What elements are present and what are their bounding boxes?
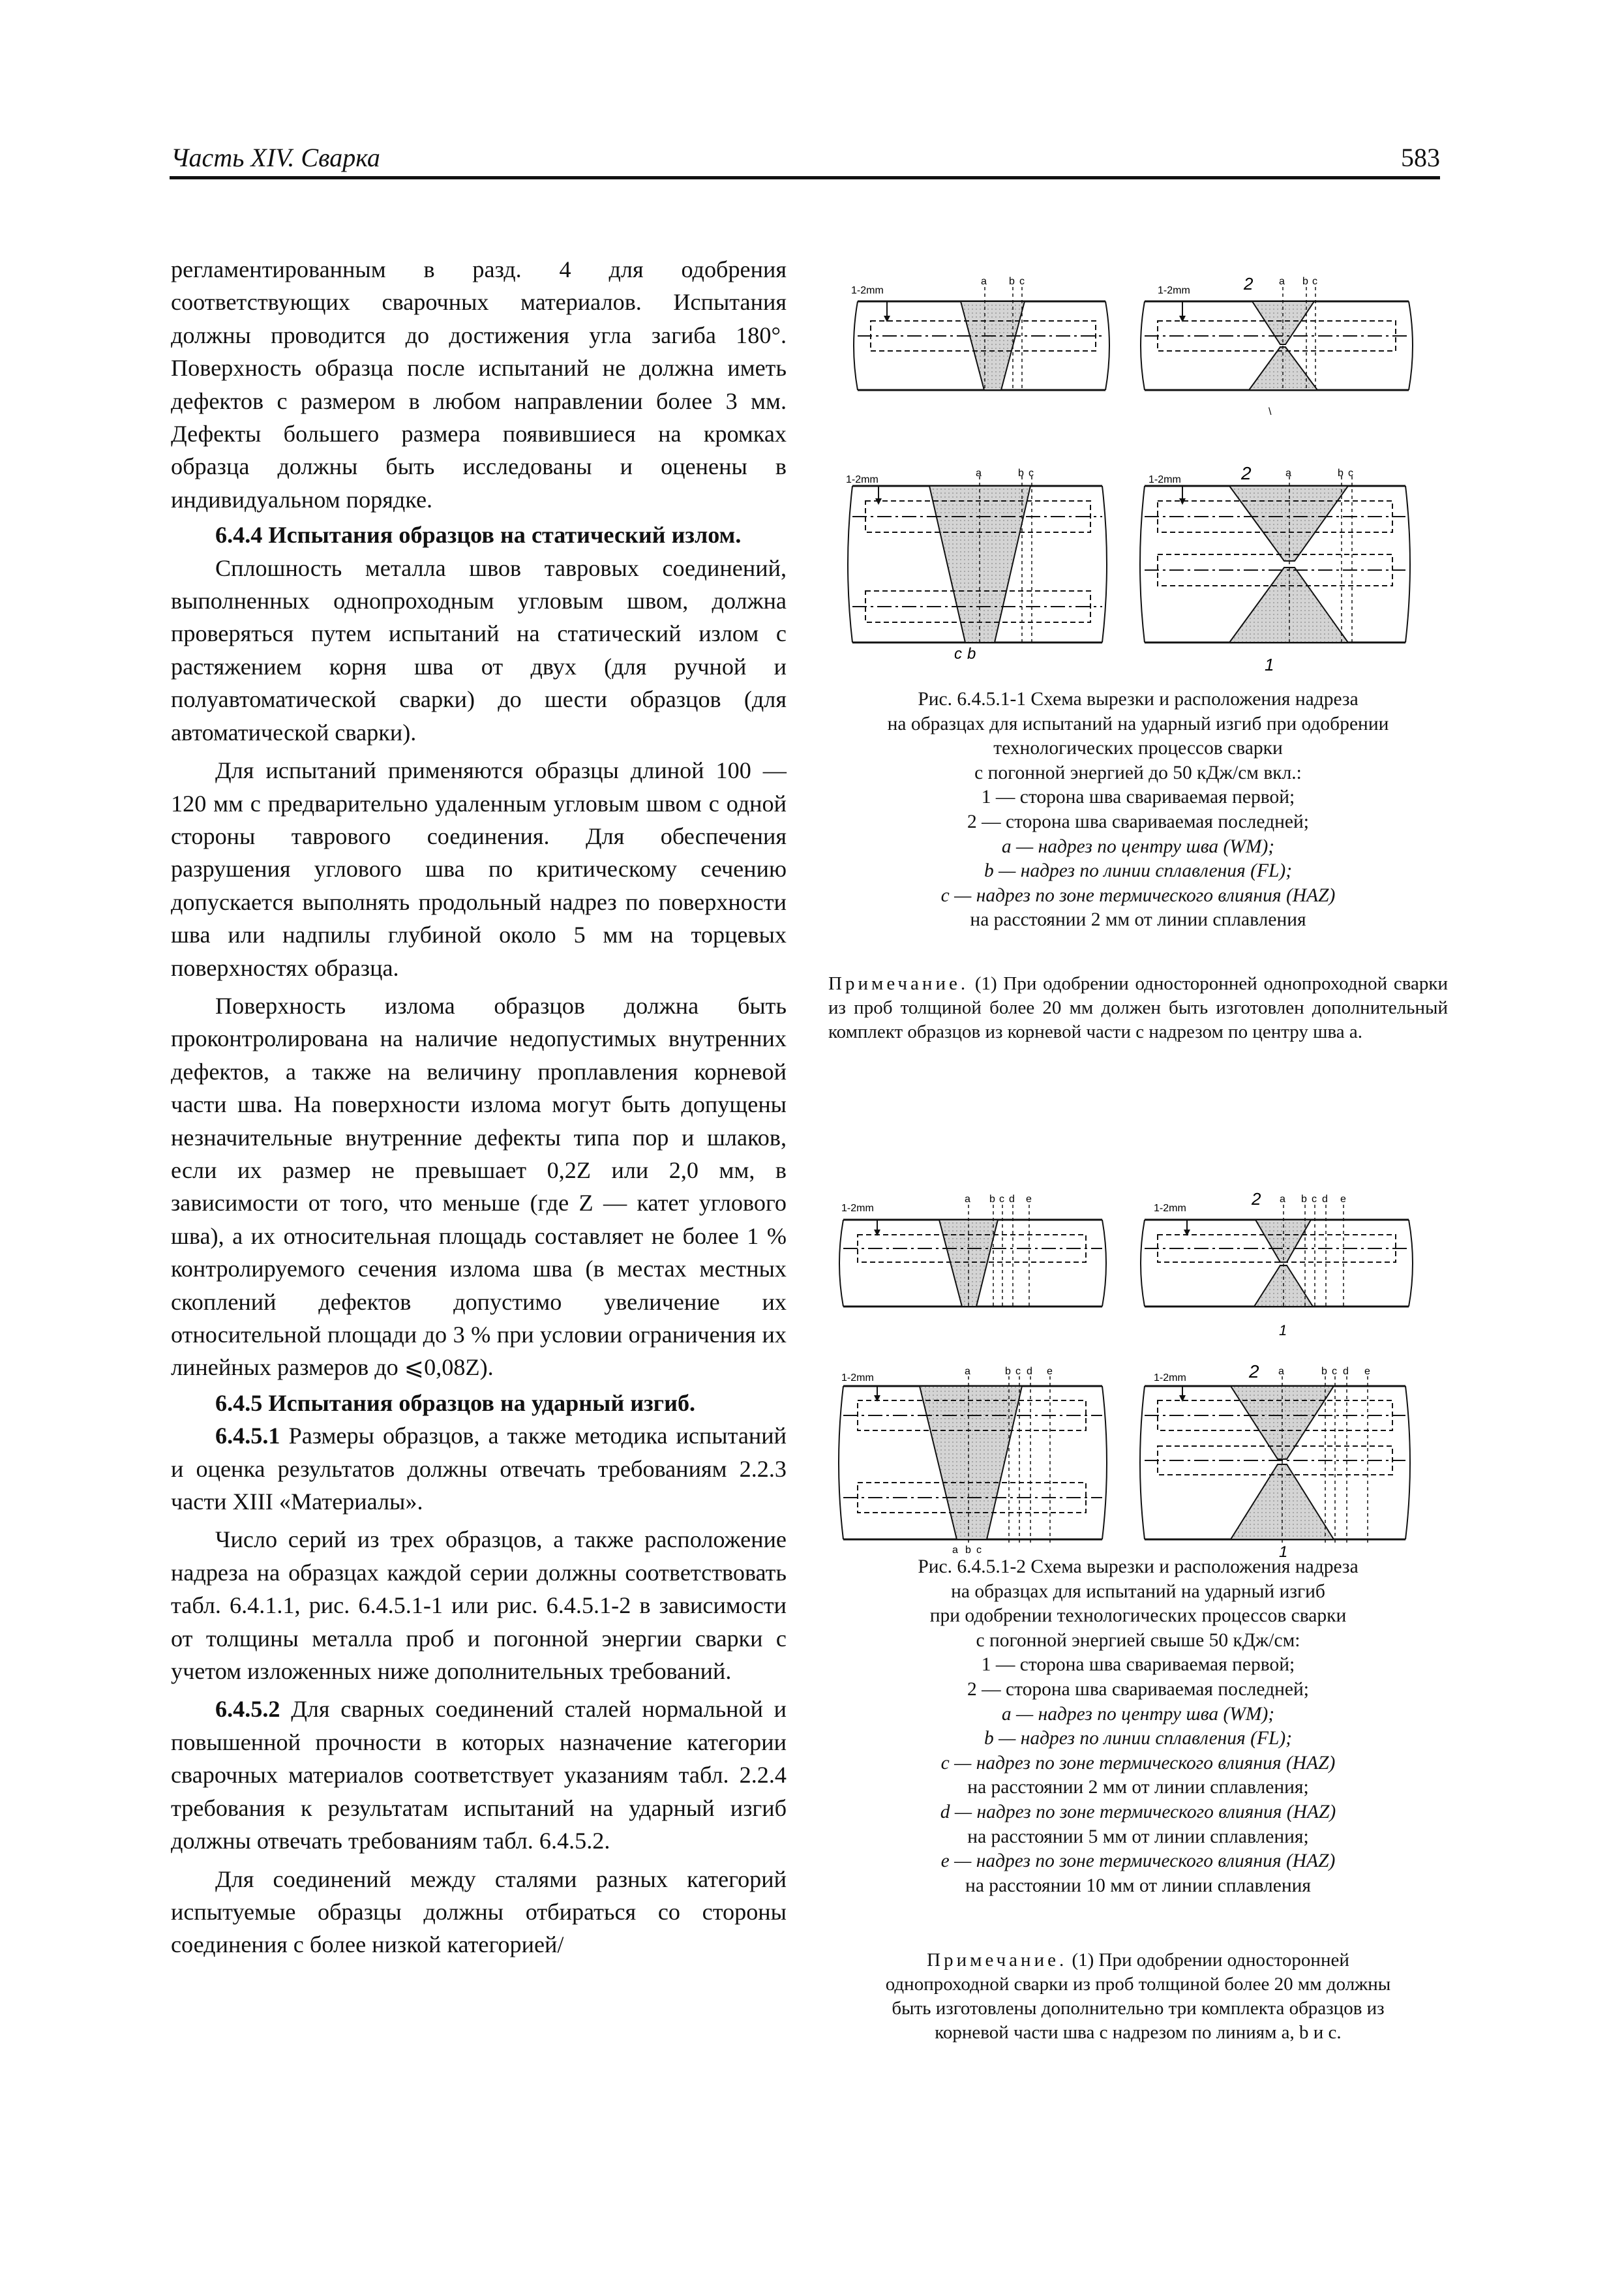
label-c: c <box>1332 1366 1337 1377</box>
caption-line: Рис. 6.4.5.1-1 Схема вырезки и расположения надреза <box>918 689 1359 710</box>
note-text: однопроходной сварки из проб толщиной более 20 мм должны <box>885 1974 1391 1995</box>
diagram-double-v-thin <box>1141 274 1413 417</box>
label-side-2: 2 <box>1241 463 1252 483</box>
label-side-2: 2 <box>1249 1361 1259 1382</box>
caption-line: на расстоянии 5 мм от линии сплавления; <box>967 1826 1309 1847</box>
clause-number: 6.4.5.2 <box>215 1696 280 1723</box>
label-a: a <box>1279 276 1285 287</box>
label-c: c <box>1348 468 1353 479</box>
label-e: e <box>1026 1194 1032 1205</box>
paragraph: Число серий из трех образцов, а также расположение надреза на образцах каждой серии должны соответствовать табл. 6.4.1.1, рис. 6.4.5.1-1 или рис. 6.4.5.1-2 в зависимости от толщины металла проб и погонной энергии сварки с учетом изложенных ниже дополнительных требований. <box>171 1526 787 1685</box>
label-e: e <box>1340 1194 1346 1205</box>
diagram-single-v-thin <box>851 276 1109 391</box>
label-c-root: c <box>976 1545 982 1556</box>
left-column <box>171 253 787 1961</box>
caption-line: на образцах для испытаний на ударный изгиб <box>951 1580 1325 1602</box>
label-gap: 1-2mm <box>851 285 884 296</box>
figure-1-caption <box>828 687 1448 933</box>
note-text: быть изготовлены дополнительно три комплекта образцов из <box>892 1998 1385 2019</box>
label-side-2: 2 <box>1244 274 1254 294</box>
note-label: Примечание. <box>927 1950 1068 1971</box>
caption-line: 1 — сторона шва свариваемая первой; <box>981 1654 1295 1676</box>
note-text: (1) При одобрении односторонней <box>1067 1950 1349 1971</box>
figure-6-4-5-1-2 <box>838 1190 1425 1565</box>
running-header <box>170 142 1440 175</box>
label-b: b <box>1301 1194 1307 1205</box>
label-a: a <box>1285 468 1291 479</box>
caption-line: 2 — сторона шва свариваемая последней; <box>967 1678 1309 1700</box>
caption-line: c — надрез по зоне термического влияния (HAZ) <box>940 1752 1336 1774</box>
paragraph: Для соединений между сталями разных категорий испытуемые образцы должны отбираться со стороны соединения с более низкой категорией/ <box>171 1865 787 1958</box>
caption-line: при одобрении технологических процессов сварки <box>929 1605 1347 1627</box>
caption-line: Рис. 6.4.5.1-2 Схема вырезки и расположения надреза <box>918 1556 1359 1577</box>
label-b: b <box>1009 276 1015 287</box>
caption-line: на расстоянии 2 мм от линии сплавления; <box>967 1777 1309 1798</box>
label-b: b <box>1302 276 1308 287</box>
paragraph-6-4-5-2 <box>171 1693 787 1857</box>
diagram-single-v-thin <box>839 1194 1106 1308</box>
label-b-root: b <box>965 1545 971 1556</box>
clause-number: 6.4.5.1 <box>215 1423 280 1449</box>
note-text: (1) При одобрении односторонней однопроходной сварки из проб толщиной более 20 мм должен быть изготовлен дополнительный комплект образцов из корневой части с надрезом по центру шва a. <box>828 973 1448 1042</box>
label-b: b <box>1338 468 1344 479</box>
caption-line: на образцах для испытаний на ударный изгиб при одобрении <box>887 713 1389 734</box>
label-gap: 1-2mm <box>846 474 879 485</box>
label-side-1: 1 <box>1265 655 1274 674</box>
label-a: a <box>976 468 982 479</box>
caption-line: на расстоянии 2 мм от линии сплавления <box>970 909 1306 931</box>
label-d: d <box>1009 1194 1015 1205</box>
caption-line: a — надрез по центру шва (WM); <box>1001 1703 1275 1725</box>
label-gap: 1-2mm <box>1149 474 1181 485</box>
label-c-root: c <box>954 645 962 663</box>
label-a: a <box>965 1194 970 1205</box>
label-c: c <box>1312 1194 1317 1205</box>
label-gap: 1-2mm <box>1154 1372 1186 1383</box>
paragraph: Сплошность металла швов тавровых соединений, выполненных однопроходным угловым швом, должна проверяться путем испытаний на статический излом с растяжением корня шва от двух (для ручной и полуавтоматической сварки) до шести образцов (для автоматической сварки). <box>171 554 787 746</box>
label-gap: 1-2mm <box>841 1203 874 1214</box>
figure-6-4-5-1-1 <box>838 261 1425 678</box>
label-d: d <box>1322 1194 1328 1205</box>
label-side-2: 2 <box>1252 1190 1261 1209</box>
label-b: b <box>989 1194 995 1205</box>
figure-2-caption <box>828 1555 1448 1898</box>
diagram-single-v-thick <box>839 1366 1107 1556</box>
label-b: b <box>1321 1366 1327 1377</box>
label-b: b <box>1018 468 1024 479</box>
label-c: c <box>1015 1366 1021 1377</box>
label-side-1: 1 <box>1279 1322 1287 1338</box>
section-title: Часть XIV. Сварка <box>171 143 380 172</box>
label-gap: 1-2mm <box>841 1372 874 1383</box>
header-rule <box>170 176 1440 179</box>
caption-line: e — надрез по зоне термического влияния (HAZ) <box>940 1850 1336 1872</box>
caption-line: технологических процессов сварки <box>993 738 1283 759</box>
figure-2-note <box>828 1948 1448 2045</box>
label-c: c <box>999 1194 1004 1205</box>
label-gap: 1-2mm <box>1158 285 1190 296</box>
page-number: 583 <box>1401 143 1440 172</box>
label-e: e <box>1047 1366 1053 1377</box>
paragraph: Поверхность излома образцов должна быть проконтролирована на наличие недопустимых внутренних дефектов, а также на величину проплавления корневой части шва. На поверхности излома могут быть допущены незначительные внутренние дефекты типа пор и шлаков, если их размер не превышает 0,2Z или 2,0 мм, в зависимости от того, что меньше (где Z — катет углового шва), а их относительная площадь составляет не более 1 % контролируемого сечения излома шва (в местах местных скоплений дефектов допустимо увеличение их относительной площади до 3 % при условии ограничения их линейных размеров до ⩽0,08Z). <box>171 992 787 1381</box>
note-label: Примечание. <box>828 973 969 994</box>
label-c: c <box>1312 276 1317 287</box>
label-d: d <box>1027 1366 1032 1377</box>
label-a: a <box>981 276 987 287</box>
caption-line: c — надрез по зоне термического влияния (HAZ) <box>940 884 1336 906</box>
caption-line: 2 — сторона шва свариваемая последней; <box>967 811 1309 832</box>
paragraph-6-4-5-1 <box>171 1419 787 1518</box>
paragraph: Для испытаний применяются образцы длиной 100 — 120 мм с предварительно удаленным угловым швом с одной стороны таврового соединения. Для обеспечения разрушения углового шва по критическому сечению допускается выполнять продольный надрез по поверхности шва или надпилы глубиной около 5 мм на торцевых поверхностях образца. <box>171 757 787 981</box>
label-c: c <box>1019 276 1025 287</box>
label-side-1: 1 <box>1279 1543 1288 1561</box>
label-d: d <box>1343 1366 1349 1377</box>
label-c: c <box>1029 468 1034 479</box>
label-b: b <box>1005 1366 1011 1377</box>
label-a: a <box>965 1366 970 1377</box>
clause-text: Размеры образцов, а также методика испытаний и оценка результатов должны отвечать требованиям 2.2.3 части XIII «Материалы». <box>171 1423 787 1515</box>
clause-text: Для сварных соединений сталей нормальной и повышенной прочности в которых назначение категории сварочных материалов соответствует указаниям табл. 2.2.4 требования к результатам испытаний на ударный изгиб должны отвечать требованиям табл. 6.4.5.2. <box>171 1696 787 1854</box>
diagram-single-v-thick <box>846 468 1107 663</box>
caption-line: d — надрез по зоне термического влияния (HAZ) <box>940 1801 1336 1822</box>
label-e: e <box>1364 1366 1370 1377</box>
label-a-root: a <box>952 1545 958 1556</box>
label-b-root: b <box>967 645 976 663</box>
label-a: a <box>1278 1366 1284 1377</box>
caption-line: a — надрез по центру шва (WM); <box>1001 836 1275 857</box>
label-gap: 1-2mm <box>1154 1203 1186 1214</box>
caption-line: b — надрез по линии сплавления (FL); <box>984 1728 1293 1749</box>
caption-line: 1 — сторона шва свариваемая первой; <box>981 787 1295 808</box>
caption-line: на расстоянии 10 мм от линии сплавления <box>965 1875 1311 1896</box>
section-heading-6-4-4: 6.4.4 Испытания образцов на статический излом. <box>215 522 742 549</box>
label-tick: \ <box>1269 406 1272 417</box>
caption-line: с погонной энергией до 50 кДж/см вкл.: <box>974 762 1302 783</box>
paragraph: регламентированным в разд. 4 для одобрения соответствующих сварочных материалов. Испытания должны проводится до достижения угла загиба 180°. Поверхность образца после испытаний не должна иметь дефектов с размером в любом направлении более 3 мм. Дефекты большего размера появившиеся на кромках образца должны быть исследованы и оценены в индивидуальном порядке. <box>171 256 787 513</box>
diagram-double-v-thin <box>1141 1190 1413 1338</box>
note-text: корневой части шва с надрезом по линиям a, b и c. <box>935 2022 1342 2043</box>
figure-1-note <box>828 972 1448 1044</box>
diagram-double-v-thick <box>1140 1361 1410 1561</box>
caption-line: с погонной энергией свыше 50 кДж/см: <box>976 1629 1300 1651</box>
section-heading-6-4-5: 6.4.5 Испытания образцов на ударный изгиб. <box>215 1389 696 1416</box>
diagram-double-v-thick <box>1140 463 1410 674</box>
label-a: a <box>1280 1194 1285 1205</box>
caption-line: b — надрез по линии сплавления (FL); <box>984 860 1293 882</box>
